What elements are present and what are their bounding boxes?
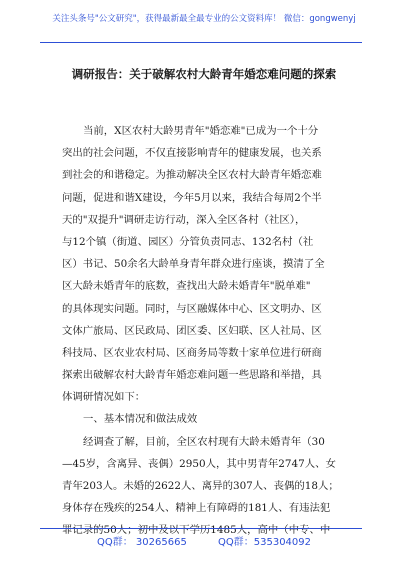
footer-divider <box>40 528 362 529</box>
body-line: 罪记录的50人；初中及以下学历1485人，高中（中专、中 <box>62 524 331 537</box>
body-line: 天的"双提升"调研走访行动，深入全区各村（社区）， <box>62 213 306 226</box>
header-divider <box>40 42 362 43</box>
body-line: 与12个镇（街道、园区）分管负责同志、132名村（社 <box>62 235 314 248</box>
body-line: 到社会的和谐稳定。为推动解决全区农村大龄青年婚恋难 <box>62 169 322 182</box>
body-line: 突出的社会问题，不仅直接影响青年的健康发展，也关系 <box>62 147 322 160</box>
body-line: 区大龄未婚青年的底数，查找出大龄未婚青年"脱单难" <box>62 280 311 293</box>
footer-qq-group-2: QQ群：535304092 <box>218 537 312 548</box>
section-heading: 一、基本情况和做法成效 <box>83 413 198 426</box>
body-line: —45岁，含离异、丧偶）2950人，其中男青年2747人、女 <box>62 457 336 470</box>
body-line: 问题，促进和谐X建设，今年5月以来，我结合每周2个半 <box>62 191 322 204</box>
body-line: 身体存在残疾的254人、精神上有障碍的181人、有违法犯 <box>62 502 331 515</box>
body-line: 探索出破解农村大龄青年婚恋难问题一些思路和举措，具 <box>62 369 322 382</box>
body-line: 当前，X区农村大龄男青年"婚恋难"已成为一个十分 <box>83 125 319 137</box>
body-line: 的具体现实问题。同时，与区融媒体中心、区文明办、区 <box>62 302 322 315</box>
footer-qq-group-1: QQ群： 30265665 <box>96 537 187 548</box>
footer <box>0 533 408 548</box>
document-title: 调研报告：关于破解农村大龄青年婚恋难问题的探索 <box>71 67 337 81</box>
header-note: 关注头条号"公文研究"，获得最新最全最专业的公文资料库！ 微信：gongwenyj <box>52 14 356 24</box>
body-line: 文体广旅局、区民政局、团区委、区妇联、区人社局、区 <box>62 324 322 337</box>
body-line: 体调研情况如下： <box>62 391 146 404</box>
body-line: 经调查了解，目前，全区农村现有大龄未婚青年（30 <box>83 435 325 448</box>
body-text <box>62 120 354 542</box>
body-line: 科技局、区农业农村局、区商务局等数十家单位进行研商 <box>62 346 322 359</box>
body-line: 青年203人。未婚的2622人、离异的307人、丧偶的18人； <box>62 480 339 492</box>
body-line: 区）书记、50余名大龄单身青年群众进行座谈，摸清了全 <box>62 258 325 271</box>
